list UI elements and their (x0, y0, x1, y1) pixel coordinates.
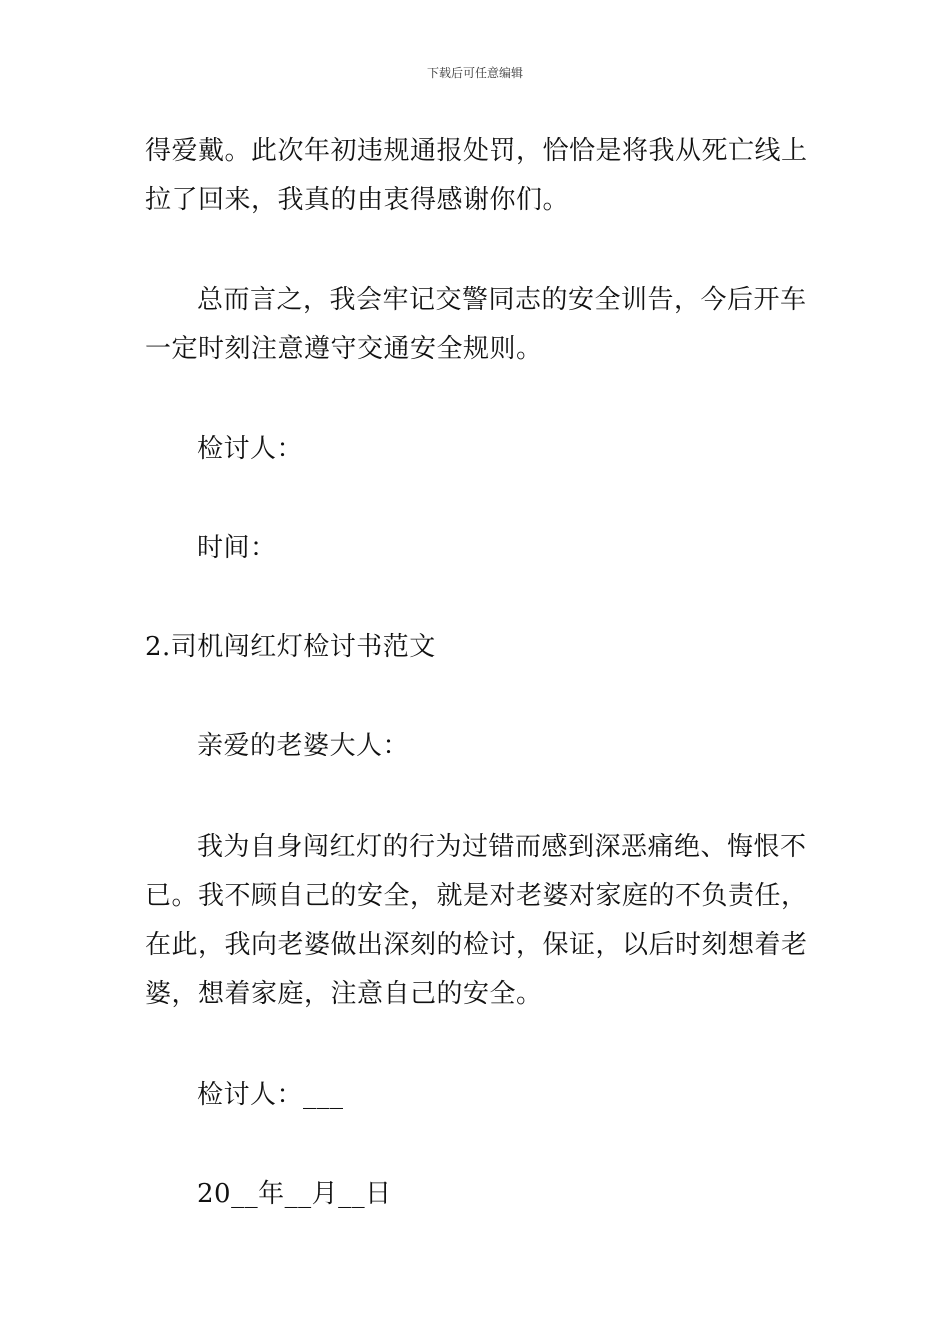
paragraph-apology: 我为自身闯红灯的行为过错而感到深恶痛绝、悔恨不已。我不顾自己的安全，就是对老婆对家庭的不负责任，在此，我向老婆做出深刻的检讨，保证，以后时刻想着老婆，想着家庭，注意自己的安全。 (145, 832, 808, 1009)
header-note: 下载后可任意编辑 (426, 66, 523, 80)
paragraph-conclusion: 总而言之，我会牢记交警同志的安全训告，今后开车一定时刻注意遵守交通安全规则。 (145, 285, 807, 364)
paragraph-continuation: 得爱戴。此次年初违规通报处罚，恰恰是将我从死亡线上拉了回来，我真的由衷得感谢你们。 (145, 136, 808, 215)
time-label: 时间： (197, 533, 277, 563)
signature-line: 检讨人：___ (197, 1080, 344, 1110)
reviewer-label: 检讨人： (197, 434, 304, 464)
salutation: 亲爱的老婆大人： (197, 731, 410, 761)
date-line: 20__年__月__日 (197, 1179, 392, 1209)
section-title: 2.司机闯红灯检讨书范文 (145, 632, 436, 662)
